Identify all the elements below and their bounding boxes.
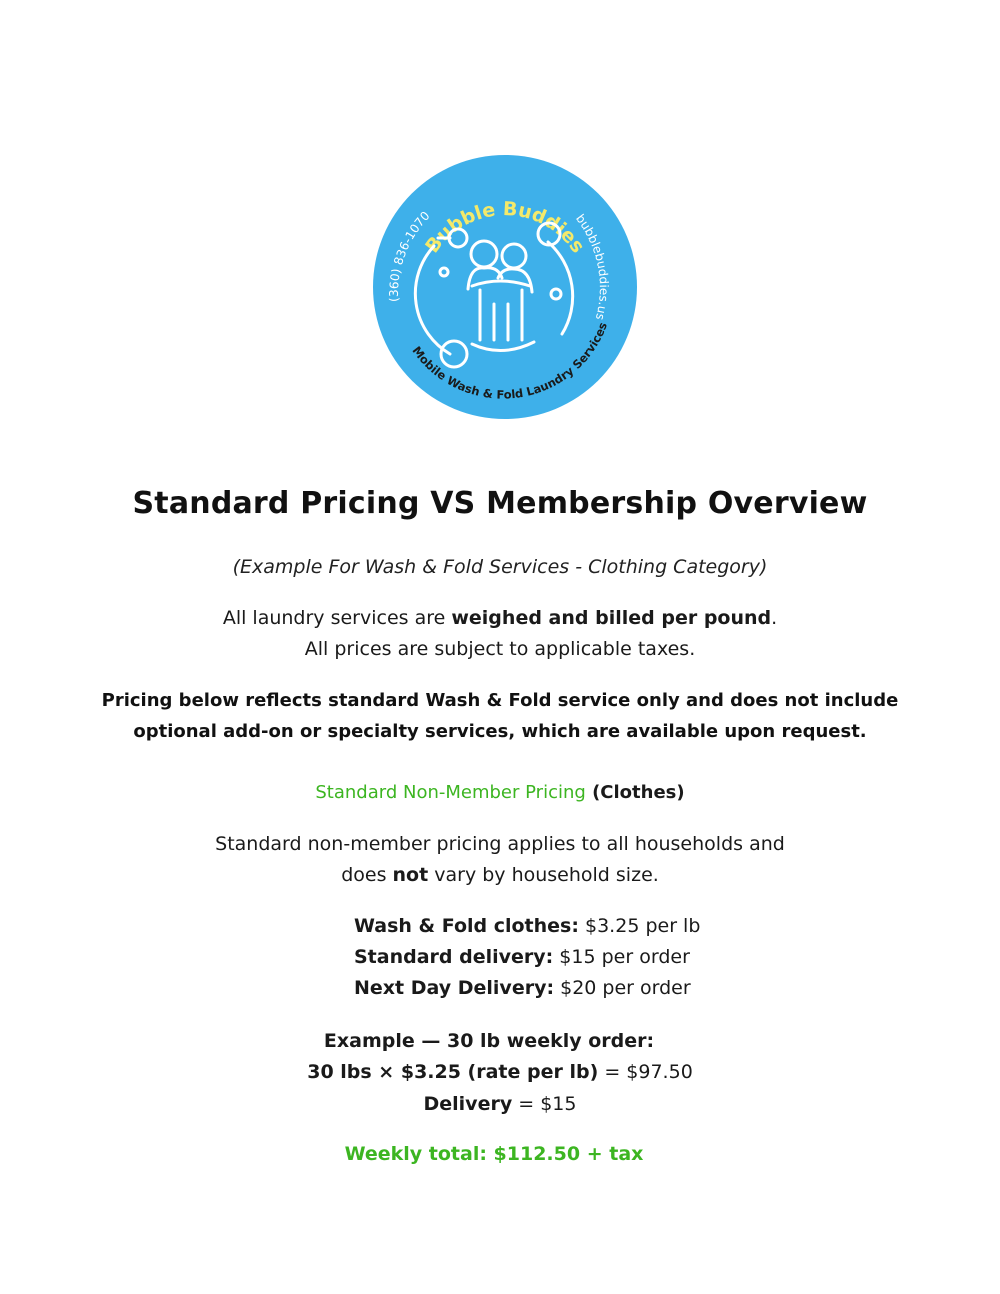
example-delivery [0, 1093, 1000, 1115]
page-title: Standard Pricing VS Membership Overview [132, 486, 868, 521]
weekly-total: Weekly total: $112.50 + tax [344, 1143, 644, 1165]
rate-label: Wash & Fold clothes: [354, 915, 579, 937]
billing-line-1-bold: weighed and billed per pound [451, 607, 772, 629]
rate-standard-delivery [354, 946, 690, 968]
rate-value: $15 per order [553, 946, 690, 968]
rate-value: $20 per order [554, 977, 691, 999]
logo-tagline-text: Mobile Wash & Fold Laundry Services [409, 320, 611, 402]
section-desc-line-2 [0, 864, 1000, 886]
billing-line-1 [0, 607, 1000, 629]
rate-label: Standard delivery: [354, 946, 554, 968]
rate-value: $3.25 per lb [578, 915, 701, 937]
logo-website-text: bubblebuddies.us [573, 211, 611, 322]
rate-wash-fold [354, 915, 700, 937]
section-heading [0, 782, 1000, 803]
example-heading: Example — 30 lb weekly order: [323, 1030, 655, 1052]
billing-line-2: All prices are subject to applicable taxes. [304, 638, 696, 660]
logo-brand-text: Bubble Buddies [421, 197, 589, 258]
bubble-buddies-logo [372, 154, 638, 420]
section-desc-suffix: vary by household size. [428, 864, 659, 886]
billing-line-1-suffix: . [771, 607, 778, 629]
example-calc-bold: 30 lbs × $3.25 (rate per lb) [307, 1061, 599, 1083]
page-subtitle: (Example For Wash & Fold Services - Clothing Category) [232, 556, 768, 578]
rate-label: Next Day Delivery: [354, 977, 555, 999]
logo-badge [372, 154, 638, 420]
section-heading-green: Standard Non-Member Pricing [315, 782, 586, 803]
section-desc-bold: not [392, 864, 429, 886]
example-delivery-bold: Delivery [423, 1093, 513, 1115]
notice-line-1: Pricing below reflects standard Wash & Fold service only and does not include [101, 690, 899, 711]
logo-phone-text: (360) 836-1070 [386, 208, 433, 303]
notice-line-2: optional add-on or specialty services, which are available upon request. [133, 721, 867, 742]
rate-next-day-delivery [354, 977, 691, 999]
section-desc-line-1: Standard non-member pricing applies to all households and [215, 833, 785, 855]
billing-line-1-prefix: All laundry services are [222, 607, 452, 629]
section-heading-black: (Clothes) [585, 782, 685, 803]
example-calc [0, 1061, 1000, 1083]
section-desc-prefix: does [341, 864, 393, 886]
example-delivery-value: = $15 [512, 1093, 577, 1115]
example-calc-value: = $97.50 [598, 1061, 693, 1083]
